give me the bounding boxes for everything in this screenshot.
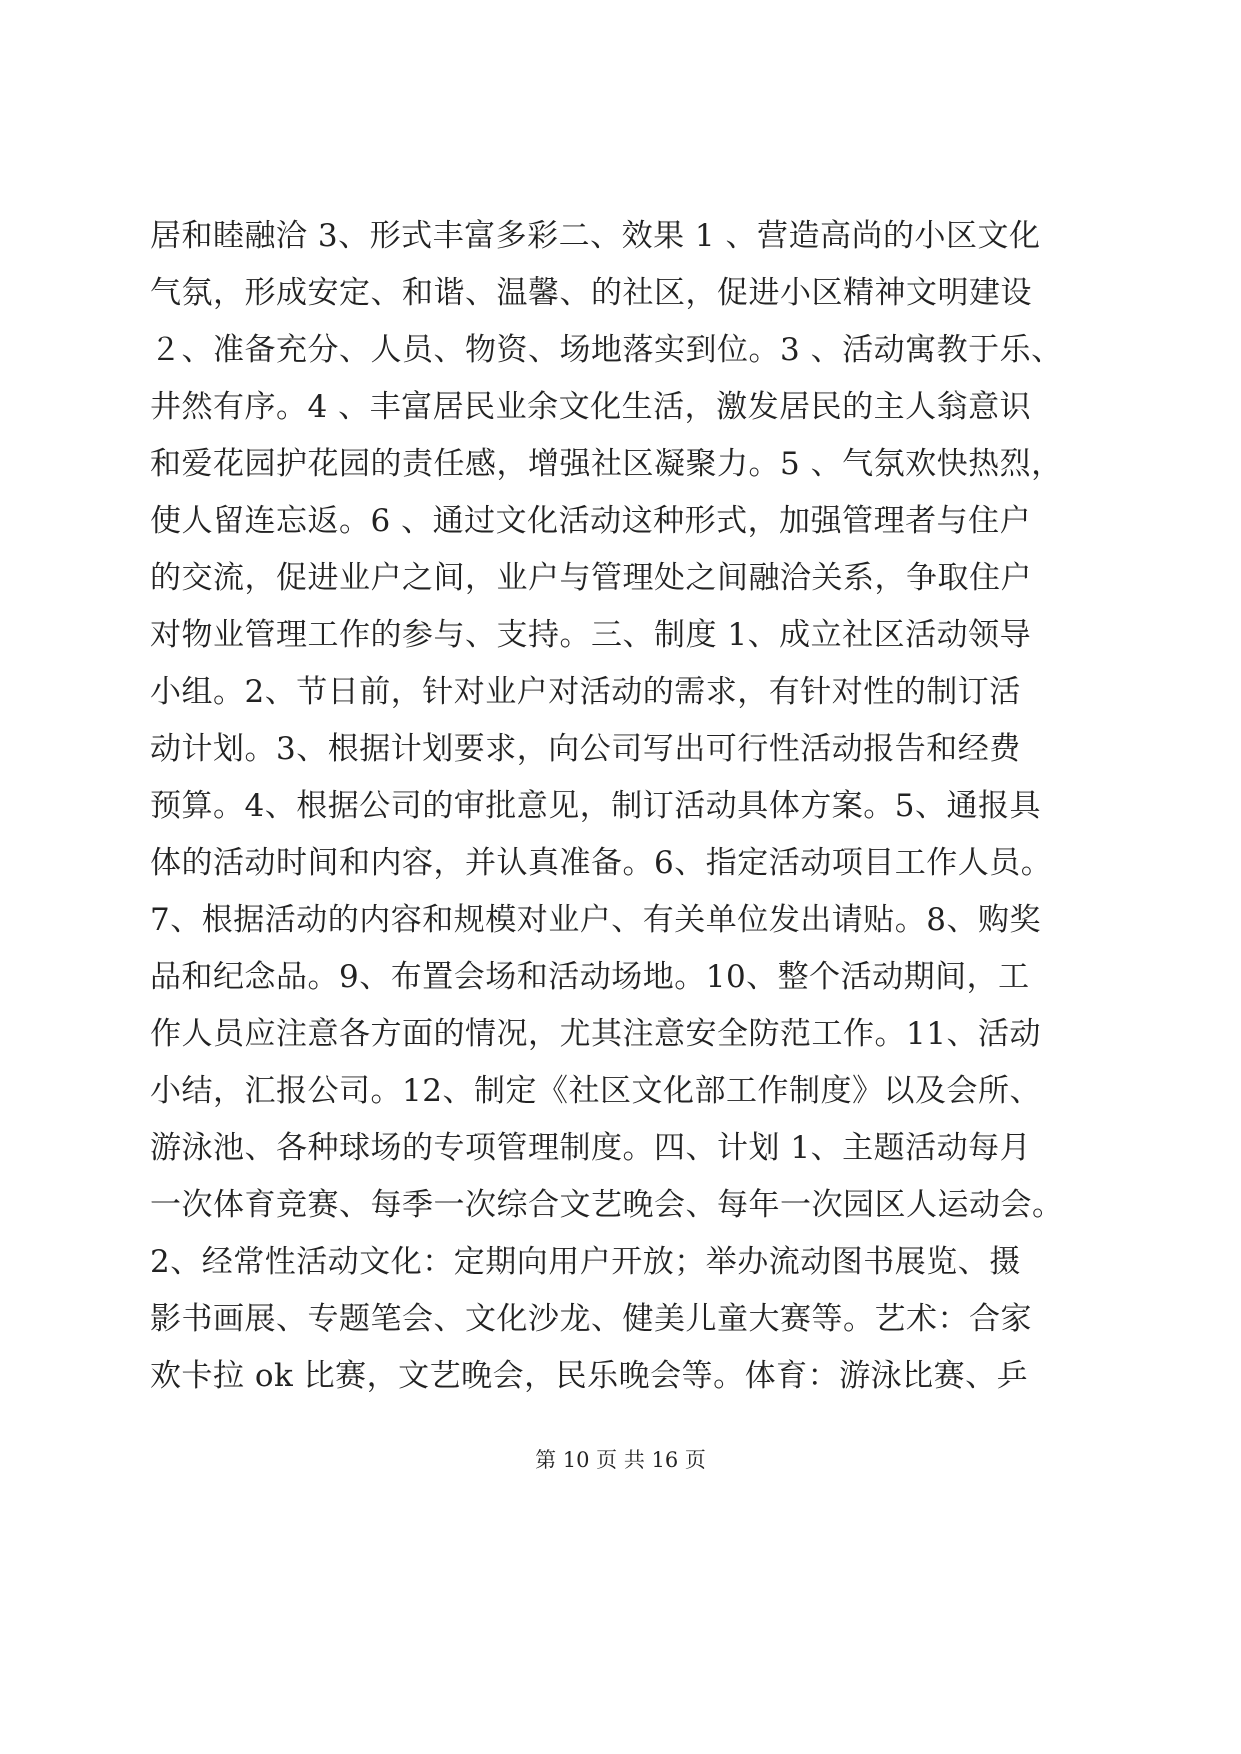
text-line: 预算。4、根据公司的审批意见，制订活动具体方案。5、通报具 <box>150 788 1041 824</box>
text-line: 作人员应注意各方面的情况，尤其注意安全防范工作。11、活动 <box>150 1016 1041 1052</box>
body-text <box>150 208 1064 1405</box>
text-line: 游泳池、各种球场的专项管理制度。四、计划 1、主题活动每月 <box>150 1130 1032 1166</box>
text-line: 7、根据活动的内容和规模对业户、有关单位发出请贴。8、购奖 <box>150 902 1041 938</box>
text-line: 井然有序。4 、丰富居民业余文化生活，激发居民的主人翁意识 <box>150 389 1032 425</box>
text-line: 品和纪念品。9、布置会场和活动场地。10、整个活动期间，工 <box>150 959 1030 995</box>
text-line: 对物业管理工作的参与、支持。三、制度 1、成立社区活动领导 <box>150 617 1032 653</box>
text-line: 使人留连忘返。6 、通过文化活动这种形式，加强管理者与住户 <box>150 503 1032 539</box>
text-line: 影书画展、专题笔会、文化沙龙、健美儿童大赛等。艺术：合家 <box>150 1301 1032 1337</box>
text-line: 一次体育竞赛、每季一次综合文艺晚会、每年一次园区人运动会。 <box>150 1187 1064 1223</box>
page-number-footer: 第 10 页 共 16 页 <box>535 1448 706 1472</box>
text-line: 体的活动时间和内容，并认真准备。6、指定活动项目工作人员。 <box>150 845 1053 881</box>
text-line: 2、经常性活动文化：定期向用户开放；举办流动图书展览、摄 <box>150 1244 1021 1280</box>
text-line: 动计划。3、根据计划要求，向公司写出可行性活动报告和经费 <box>150 731 1021 767</box>
text-line: 气氛，形成安定、和谐、温馨、的社区，促进小区精神文明建设 <box>150 275 1032 311</box>
text-line: 小组。2、节日前，针对业户对活动的需求，有针对性的制订活 <box>150 674 1021 710</box>
text-line: 欢卡拉 ok 比赛，文艺晚会，民乐晚会等。体育：游泳比赛、乒 <box>150 1358 1029 1394</box>
text-line: 居和睦融洽 3、形式丰富多彩二、效果 1 、营造高尚的小区文化 <box>150 218 1041 254</box>
text-line: 的交流，促进业户之间，业户与管理处之间融洽关系，争取住户 <box>150 560 1032 596</box>
text-line: ２、准备充分、人员、物资、场地落实到位。3 、活动寓教于乐、 <box>150 332 1063 368</box>
text-line: 和爱花园护花园的责任感，增强社区凝聚力。5 、气氛欢快热烈， <box>150 446 1063 482</box>
text-line: 小结，汇报公司。12、制定《社区文化部工作制度》以及会所、 <box>150 1073 1041 1109</box>
